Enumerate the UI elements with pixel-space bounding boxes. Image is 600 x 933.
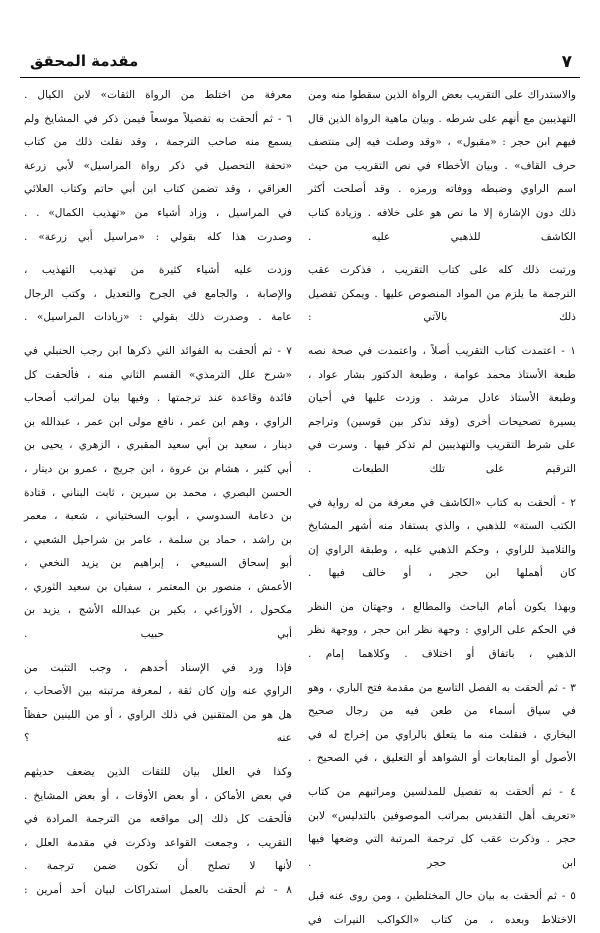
text-line: الراوي ، وهم ابن عمر ، نافع مولى ابن عمر ، عبدالله بن xyxy=(24,415,292,428)
text-line: ٥ - ثم ألحقت به بيان حال المختلطين ، ومن روى عنه قبل xyxy=(308,890,576,903)
paragraph-gap xyxy=(308,875,576,885)
text-line: وكذا في العلل بيان للثقات الذين يضعف حديثهم xyxy=(24,766,292,779)
text-line: بن راشد ، حماد بن سلمة ، عامر بن شراحيل الشعبي ، xyxy=(24,533,292,546)
paragraph-gap xyxy=(308,330,576,340)
text-line: حجر . وذكرت عقب كل ترجمة المرتبة التي وضعها فيها xyxy=(308,833,576,846)
text-line: ذلك دون الإشارة إلا ما نص هو على خلافه . وزيادة كتاب xyxy=(308,206,576,219)
paragraph-gap xyxy=(24,647,292,657)
header-rule xyxy=(20,77,580,78)
text-line: بن دعامة السدوسي ، أيوب السختياني ، شعبة ، معمر xyxy=(24,510,292,523)
text-line: عنه ؟ xyxy=(24,732,292,745)
text-line: وبهذا يكون أمام الباحث والمطالع ، وجهتان من النظر xyxy=(308,600,576,613)
paragraph-gap xyxy=(24,249,292,259)
text-line: العراقي ، وقد تضمن كتاب ابن أبي حاتم وكتاب العلائي xyxy=(24,183,292,196)
text-line: الأعمش ، منصور بن المعتمر ، سفيان بن سعيد الثوري ، xyxy=(24,580,292,593)
text-line: ١ - اعتمدت كتاب التقريب أصلاً ، واعتمدت في صحة نصه xyxy=(308,344,576,357)
text-line: وصدرت هذا كله بقولي : «مراسيل أبي زرعة» . xyxy=(24,230,292,243)
text-line: «تعريف أهل التقديس بمراتب الموصوفين بالتدليس» لابن xyxy=(308,809,576,822)
text-line: في الحكم على الراوي : وجهة نظر ابن حجر ، ووجهة نظر xyxy=(308,624,576,637)
text-line: «تحفة التحصيل في ذكر رواة المراسيل» لأبي زرعة xyxy=(24,159,292,172)
text-line: فيهم ابن حجر : «مقبول» ، «وقد وصلت فيه إلى منتصف xyxy=(308,136,576,149)
text-line: كان أهملها ابن حجر ، أو خالف فيها . xyxy=(308,567,576,580)
paragraph-gap xyxy=(308,771,576,781)
text-line: دينار ، سعيد بن أبي سعيد المقبري ، الزهري ، يحيى بن xyxy=(24,439,292,452)
text-line: الترجمة ما يلزم من المواد المنصوص عليها . ويمكن تفصيل xyxy=(308,287,576,300)
text-line: مكحول ، الأوزاعي ، بكير بن عبدالله الأشج ، يزيد بن xyxy=(24,604,292,617)
text-line: هل هو من المتقنين في ذلك الراوي ، أو من اللينين حفظاً xyxy=(24,708,292,721)
text-line: الكاشف للذهبي عليه . xyxy=(308,230,576,243)
paragraph-gap xyxy=(24,751,292,761)
text-line: فألحقت كل ذلك إلى مواقعه من الترجمة المرادة في xyxy=(24,813,292,826)
text-line: أبي كثير ، هشام بن عروة ، ابن جريج ، عمرو بن دينار ، xyxy=(24,462,292,475)
text-line: ٧ - ثم ألحقت به الفوائد التي ذكرها ابن رجب الحنبلي في xyxy=(24,344,292,357)
paragraph-gap xyxy=(308,482,576,492)
text-line: التهذيبين مع أنهم على شرطه . وبيان ماهية الرواة الذين قال xyxy=(308,112,576,125)
paragraph-gap xyxy=(308,667,576,677)
text-line: ٢ - ألحقت به كتاب «الكاشف في معرفة من له رواية في xyxy=(308,496,576,509)
page-number: ٧ xyxy=(561,52,572,72)
text-line: ٤ - ثم ألحقت به تفصيل للمدلسين ومراتبهم من كتاب xyxy=(308,786,576,799)
text-line: أبو إسحاق السبيعي ، إبراهيم بن يزيد النخعي ، xyxy=(24,557,292,570)
text-line: في سياق أسماء من طعن فيه من رجال صحيح xyxy=(308,705,576,718)
text-line: «شرح علل الترمذي» القسم الثاني منه ، فألحقت كل xyxy=(24,368,292,381)
text-line: والإصابة ، والجامع في الجرح والتعديل ، وكتب الرجال xyxy=(24,287,292,300)
text-line: الراوي عنه وإن كان ثقة ، لمعرفة مرتبته بين الأصحاب ، xyxy=(24,685,292,698)
page-header xyxy=(20,50,580,76)
text-line: يسيرة تصحيحات أخرى (وقد تذكر بين قوسين) وتراجم xyxy=(308,415,576,428)
paragraph-gap xyxy=(308,249,576,259)
text-line: ابن حجر . xyxy=(308,856,576,869)
text-line: ٨ - ثم ألحقت بالعمل استدراكات لبيان أحد أمرين : xyxy=(24,884,292,896)
text-line: والاستدراك على التقريب بعض الرواة الذين سقطوا منه ومن xyxy=(308,89,576,101)
paragraph-gap xyxy=(308,586,576,596)
left-text-column xyxy=(24,84,292,896)
text-line: يسمع منه صاحب الترجمة ، وقد نقلت ذلك من كتاب xyxy=(24,136,292,149)
text-line: وطبعة الأستاذ عادل مرشد . وزدت عليها في أحيان xyxy=(308,392,576,405)
text-line: فائدة وقاعدة عند ترجمتها . وفيها بيان لمراتب أصحاب xyxy=(24,392,292,405)
text-line: والتلاميذ للراوي ، وحكم الذهبي عليه ، وطبقة الراوي إن xyxy=(308,543,576,556)
text-line: البخاري ، فنقلت منه ما يتعلق بالراوي من إخراج له في xyxy=(308,728,576,741)
text-line: فإذا ورد في الإسناد أحدهم ، وجب التثبت من xyxy=(24,661,292,674)
text-line: معرفة من اختلط من الرواة الثقات» لابن الكيال . xyxy=(24,89,292,101)
text-line: في المراسيل ، وزاد أشياء من «تهذيب الكمال» . . xyxy=(24,206,292,219)
text-line: التقريب ، وجمعت القواعد وذكرت في مقدمة العلل ، xyxy=(24,836,292,849)
text-line: الاختلاط وبعده ، من كتاب «الكواكب النيرات في xyxy=(308,914,576,926)
text-line: الأصول أو المتابعات أو الشواهد أو التعليق ، في الصحيح . xyxy=(308,752,576,765)
text-line: الترقيم على تلك الطبعات . xyxy=(308,462,576,475)
text-line: ذلك بالآتي : xyxy=(308,311,576,324)
text-line: لأنها لا تصلح أن تكون ضمن ترجمة . xyxy=(24,860,292,873)
text-line: الذهبي ، باتفاق أو اختلاف . وكلاهما إمام . xyxy=(308,648,576,661)
text-line: وزدت عليه أشياء كثيرة من تهذيب التهذيب ، xyxy=(24,264,292,277)
running-title: مقدمة المحقق xyxy=(30,52,139,70)
text-line: أبي حبيب . xyxy=(24,628,292,641)
text-line: ٦ - ثم ألحقت به تفصيلاً موسعاً فيمن ذكر في المشايخ ولم xyxy=(24,112,292,125)
text-line: على شرط التقريب والتهذيبين لم تذكر فيها . وسرت في xyxy=(308,439,576,452)
paragraph-gap xyxy=(24,330,292,340)
text-line: ورتبت ذلك كله على كتاب التقريب ، فذكرت عقب xyxy=(308,264,576,277)
text-line: في بعض الأماكن ، أو بعض الأوقات ، أو بعض المشايخ . xyxy=(24,789,292,802)
right-text-column xyxy=(308,84,576,926)
text-line: ٣ - ثم ألحقت به الفصل التاسع من مقدمة فتح الباري ، وهو xyxy=(308,681,576,694)
text-line: عامة . وصدرت ذلك بقولي : «زيادات المراسيل» . xyxy=(24,311,292,324)
text-line: اسم الراوي وضبطه ووفاته ورمزه . وقد أصلحت أكثر xyxy=(308,183,576,196)
text-line: طبعة الأستاذ محمد عوامة ، وطبعة الدكتور بشار عواد ، xyxy=(308,368,576,381)
text-line: الكتب الستة» للذهبي ، والذي يستفاد منه أشهر المشايخ xyxy=(308,520,576,533)
text-line: حرف القاف» . وبيان الأخطاء في نص التقريب من حيث xyxy=(308,159,576,172)
text-line: الحسن البصري ، محمد بن سيرين ، ثابت البناني ، قتادة xyxy=(24,486,292,499)
